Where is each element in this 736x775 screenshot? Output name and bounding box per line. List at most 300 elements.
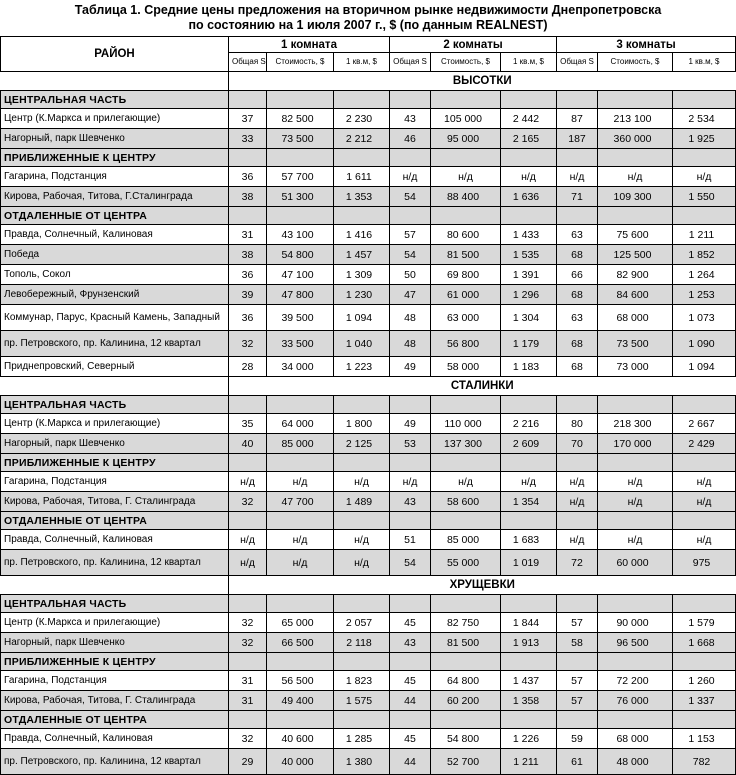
sub-header-cost: Стоимость, $ bbox=[598, 53, 673, 72]
cell-1room-price-per-sqm: 1 353 bbox=[334, 187, 390, 207]
cell-1room-area: 31 bbox=[229, 671, 267, 691]
table-row bbox=[1, 225, 736, 245]
cell-3room-price-per-sqm: 1 153 bbox=[673, 729, 736, 749]
subgroup-empty-cell bbox=[267, 653, 334, 671]
subgroup-empty-cell bbox=[598, 653, 673, 671]
cell-3room-area: 61 bbox=[557, 749, 598, 775]
cell-3room-area: 87 bbox=[557, 109, 598, 129]
cell-3room-area: н/д bbox=[557, 530, 598, 550]
cell-2room-cost: 60 200 bbox=[431, 691, 501, 711]
table-row bbox=[1, 167, 736, 187]
cell-1room-area: н/д bbox=[229, 472, 267, 492]
subgroup-empty-cell bbox=[229, 653, 267, 671]
table-row bbox=[1, 691, 736, 711]
subgroup-empty-cell bbox=[390, 595, 431, 613]
cell-1room-price-per-sqm: 1 094 bbox=[334, 305, 390, 331]
subgroup-empty-cell bbox=[390, 91, 431, 109]
subgroup-empty-cell bbox=[334, 512, 390, 530]
cell-2room-cost: 61 000 bbox=[431, 285, 501, 305]
table-body bbox=[1, 72, 736, 775]
cell-2room-cost: 110 000 bbox=[431, 414, 501, 434]
cell-2room-price-per-sqm: 1 913 bbox=[501, 633, 557, 653]
cell-1room-area: 36 bbox=[229, 167, 267, 187]
cell-2room-price-per-sqm: 1 304 bbox=[501, 305, 557, 331]
cell-2room-price-per-sqm: н/д bbox=[501, 472, 557, 492]
subgroup-title: ОТДАЛЕННЫЕ ОТ ЦЕНТРА bbox=[1, 512, 229, 530]
cell-1room-price-per-sqm: 1 800 bbox=[334, 414, 390, 434]
section-title: ВЫСОТКИ bbox=[229, 72, 736, 91]
subgroup-empty-cell bbox=[229, 512, 267, 530]
cell-3room-area: 68 bbox=[557, 285, 598, 305]
cell-1room-area: 31 bbox=[229, 691, 267, 711]
cell-2room-cost: 69 800 bbox=[431, 265, 501, 285]
cell-1room-area: 36 bbox=[229, 305, 267, 331]
cell-3room-cost: 96 500 bbox=[598, 633, 673, 653]
cell-2room-area: 43 bbox=[390, 109, 431, 129]
subgroup-row bbox=[1, 207, 736, 225]
sub-header-area: Общая S bbox=[390, 53, 431, 72]
cell-1room-area: 38 bbox=[229, 245, 267, 265]
cell-1room-price-per-sqm: 1 040 bbox=[334, 331, 390, 357]
district-name: Центр (К.Маркса и прилегающие) bbox=[1, 613, 229, 633]
subgroup-empty-cell bbox=[557, 149, 598, 167]
cell-2room-cost: 105 000 bbox=[431, 109, 501, 129]
cell-1room-price-per-sqm: 1 416 bbox=[334, 225, 390, 245]
cell-2room-cost: 137 300 bbox=[431, 434, 501, 454]
cell-3room-area: 63 bbox=[557, 305, 598, 331]
sub-header-area: Общая S bbox=[229, 53, 267, 72]
cell-3room-price-per-sqm: 2 667 bbox=[673, 414, 736, 434]
table-row bbox=[1, 671, 736, 691]
price-table bbox=[0, 36, 736, 775]
cell-3room-area: н/д bbox=[557, 492, 598, 512]
cell-2room-cost: 58 000 bbox=[431, 357, 501, 377]
sub-header-sqm: 1 кв.м, $ bbox=[501, 53, 557, 72]
cell-2room-area: 57 bbox=[390, 225, 431, 245]
cell-1room-cost: 56 500 bbox=[267, 671, 334, 691]
cell-1room-cost: 64 000 bbox=[267, 414, 334, 434]
cell-2room-price-per-sqm: 2 609 bbox=[501, 434, 557, 454]
cell-2room-cost: 54 800 bbox=[431, 729, 501, 749]
subgroup-empty-cell bbox=[229, 149, 267, 167]
cell-1room-cost: н/д bbox=[267, 530, 334, 550]
cell-2room-price-per-sqm: 2 165 bbox=[501, 129, 557, 149]
subgroup-empty-cell bbox=[390, 711, 431, 729]
cell-1room-cost: 49 400 bbox=[267, 691, 334, 711]
cell-2room-area: н/д bbox=[390, 167, 431, 187]
subgroup-empty-cell bbox=[267, 396, 334, 414]
district-name: Гагарина, Подстанция bbox=[1, 167, 229, 187]
cell-3room-cost: 360 000 bbox=[598, 129, 673, 149]
cell-2room-cost: н/д bbox=[431, 472, 501, 492]
cell-1room-cost: 34 000 bbox=[267, 357, 334, 377]
district-name: Тополь, Сокол bbox=[1, 265, 229, 285]
cell-1room-price-per-sqm: 1 457 bbox=[334, 245, 390, 265]
cell-1room-cost: 47 800 bbox=[267, 285, 334, 305]
cell-2room-area: 54 bbox=[390, 187, 431, 207]
cell-2room-price-per-sqm: 2 216 bbox=[501, 414, 557, 434]
district-name: Правда, Солнечный, Калиновая bbox=[1, 729, 229, 749]
cell-1room-price-per-sqm: 2 212 bbox=[334, 129, 390, 149]
subgroup-title: ОТДАЛЕННЫЕ ОТ ЦЕНТРА bbox=[1, 711, 229, 729]
cell-1room-cost: 85 000 bbox=[267, 434, 334, 454]
cell-3room-area: 66 bbox=[557, 265, 598, 285]
cell-3room-area: 57 bbox=[557, 613, 598, 633]
cell-2room-cost: 55 000 bbox=[431, 550, 501, 576]
subgroup-title: ОТДАЛЕННЫЕ ОТ ЦЕНТРА bbox=[1, 207, 229, 225]
cell-1room-price-per-sqm: 1 575 bbox=[334, 691, 390, 711]
subgroup-empty-cell bbox=[334, 396, 390, 414]
sub-header-cost: Стоимость, $ bbox=[431, 53, 501, 72]
cell-3room-area: н/д bbox=[557, 167, 598, 187]
subgroup-title: ПРИБЛИЖЕННЫЕ К ЦЕНТРУ bbox=[1, 149, 229, 167]
subgroup-empty-cell bbox=[673, 512, 736, 530]
table-row bbox=[1, 749, 736, 775]
subgroup-empty-cell bbox=[557, 711, 598, 729]
cell-3room-cost: н/д bbox=[598, 167, 673, 187]
cell-3room-price-per-sqm: н/д bbox=[673, 492, 736, 512]
district-name: пр. Петровского, пр. Калинина, 12 квартал bbox=[1, 749, 229, 775]
subgroup-empty-cell bbox=[334, 91, 390, 109]
subgroup-empty-cell bbox=[557, 91, 598, 109]
subgroup-empty-cell bbox=[673, 454, 736, 472]
cell-2room-price-per-sqm: 1 636 bbox=[501, 187, 557, 207]
cell-1room-cost: 51 300 bbox=[267, 187, 334, 207]
table-row bbox=[1, 434, 736, 454]
cell-3room-area: 68 bbox=[557, 245, 598, 265]
cell-2room-area: 44 bbox=[390, 749, 431, 775]
cell-2room-area: 49 bbox=[390, 414, 431, 434]
subgroup-empty-cell bbox=[267, 595, 334, 613]
subgroup-empty-cell bbox=[673, 207, 736, 225]
cell-3room-area: н/д bbox=[557, 472, 598, 492]
subgroup-empty-cell bbox=[557, 512, 598, 530]
cell-2room-area: 54 bbox=[390, 245, 431, 265]
table-row bbox=[1, 305, 736, 331]
subgroup-empty-cell bbox=[229, 396, 267, 414]
cell-2room-area: н/д bbox=[390, 472, 431, 492]
cell-1room-area: н/д bbox=[229, 530, 267, 550]
district-name: Кирова, Рабочая, Титова, Г. Сталинграда bbox=[1, 691, 229, 711]
subgroup-empty-cell bbox=[267, 711, 334, 729]
cell-2room-area: 45 bbox=[390, 613, 431, 633]
cell-1room-price-per-sqm: 1 823 bbox=[334, 671, 390, 691]
cell-2room-cost: 56 800 bbox=[431, 331, 501, 357]
subgroup-empty-cell bbox=[501, 207, 557, 225]
cell-3room-price-per-sqm: 975 bbox=[673, 550, 736, 576]
cell-1room-price-per-sqm: 1 285 bbox=[334, 729, 390, 749]
table-row bbox=[1, 109, 736, 129]
district-name: Коммунар, Парус, Красный Камень, Западный bbox=[1, 305, 229, 331]
table-row bbox=[1, 530, 736, 550]
cell-1room-cost: 73 500 bbox=[267, 129, 334, 149]
subgroup-empty-cell bbox=[334, 207, 390, 225]
cell-2room-price-per-sqm: 1 296 bbox=[501, 285, 557, 305]
cell-1room-area: 29 bbox=[229, 749, 267, 775]
cell-2room-area: 54 bbox=[390, 550, 431, 576]
subgroup-title: ЦЕНТРАЛЬНАЯ ЧАСТЬ bbox=[1, 595, 229, 613]
subgroup-title: ПРИБЛИЖЕННЫЕ К ЦЕНТРУ bbox=[1, 653, 229, 671]
cell-1room-cost: 82 500 bbox=[267, 109, 334, 129]
cell-3room-area: 58 bbox=[557, 633, 598, 653]
cell-1room-area: 39 bbox=[229, 285, 267, 305]
subgroup-empty-cell bbox=[229, 595, 267, 613]
subgroup-empty-cell bbox=[501, 512, 557, 530]
subgroup-empty-cell bbox=[229, 207, 267, 225]
cell-1room-cost: 47 700 bbox=[267, 492, 334, 512]
cell-3room-area: 57 bbox=[557, 691, 598, 711]
cell-2room-price-per-sqm: 1 535 bbox=[501, 245, 557, 265]
cell-3room-area: 70 bbox=[557, 434, 598, 454]
cell-1room-price-per-sqm: н/д bbox=[334, 530, 390, 550]
subgroup-empty-cell bbox=[673, 711, 736, 729]
cell-3room-cost: 109 300 bbox=[598, 187, 673, 207]
subgroup-empty-cell bbox=[557, 595, 598, 613]
subgroup-row bbox=[1, 595, 736, 613]
section-row bbox=[1, 72, 736, 91]
cell-1room-price-per-sqm: 1 611 bbox=[334, 167, 390, 187]
section-title: СТАЛИНКИ bbox=[229, 377, 736, 396]
cell-1room-cost: 39 500 bbox=[267, 305, 334, 331]
subgroup-empty-cell bbox=[673, 149, 736, 167]
cell-1room-cost: 40 600 bbox=[267, 729, 334, 749]
district-name: пр. Петровского, пр. Калинина, 12 квартал bbox=[1, 331, 229, 357]
cell-3room-area: 72 bbox=[557, 550, 598, 576]
cell-1room-area: 37 bbox=[229, 109, 267, 129]
cell-1room-area: 32 bbox=[229, 729, 267, 749]
cell-3room-area: 68 bbox=[557, 357, 598, 377]
district-header: РАЙОН bbox=[1, 37, 229, 72]
sub-header-sqm: 1 кв.м, $ bbox=[673, 53, 736, 72]
subgroup-empty-cell bbox=[501, 149, 557, 167]
cell-1room-price-per-sqm: 1 230 bbox=[334, 285, 390, 305]
subgroup-empty-cell bbox=[598, 711, 673, 729]
subgroup-title: ЦЕНТРАЛЬНАЯ ЧАСТЬ bbox=[1, 396, 229, 414]
subgroup-empty-cell bbox=[501, 653, 557, 671]
cell-3room-cost: н/д bbox=[598, 530, 673, 550]
cell-3room-price-per-sqm: 1 073 bbox=[673, 305, 736, 331]
subgroup-row bbox=[1, 91, 736, 109]
table-row bbox=[1, 187, 736, 207]
cell-1room-cost: н/д bbox=[267, 550, 334, 576]
cell-3room-area: 63 bbox=[557, 225, 598, 245]
group-header-3room: 3 комнаты bbox=[557, 37, 736, 53]
cell-2room-price-per-sqm: 1 683 bbox=[501, 530, 557, 550]
subgroup-empty-cell bbox=[431, 711, 501, 729]
sub-header-area: Общая S bbox=[557, 53, 598, 72]
cell-3room-price-per-sqm: н/д bbox=[673, 530, 736, 550]
cell-2room-area: 45 bbox=[390, 729, 431, 749]
cell-3room-price-per-sqm: 1 090 bbox=[673, 331, 736, 357]
district-name: Нагорный, парк Шевченко bbox=[1, 434, 229, 454]
subgroup-empty-cell bbox=[334, 595, 390, 613]
cell-1room-price-per-sqm: 2 230 bbox=[334, 109, 390, 129]
subgroup-empty-cell bbox=[229, 711, 267, 729]
subgroup-empty-cell bbox=[390, 207, 431, 225]
cell-1room-price-per-sqm: 2 118 bbox=[334, 633, 390, 653]
subgroup-empty-cell bbox=[598, 595, 673, 613]
cell-3room-price-per-sqm: 1 211 bbox=[673, 225, 736, 245]
cell-1room-price-per-sqm: 2 125 bbox=[334, 434, 390, 454]
cell-3room-price-per-sqm: 1 852 bbox=[673, 245, 736, 265]
cell-2room-area: 43 bbox=[390, 492, 431, 512]
subgroup-empty-cell bbox=[673, 91, 736, 109]
subgroup-empty-cell bbox=[267, 207, 334, 225]
cell-1room-area: 35 bbox=[229, 414, 267, 434]
district-name: Центр (К.Маркса и прилегающие) bbox=[1, 414, 229, 434]
cell-3room-cost: 68 000 bbox=[598, 729, 673, 749]
district-name: Победа bbox=[1, 245, 229, 265]
district-name: Правда, Солнечный, Калиновая bbox=[1, 530, 229, 550]
sub-header-cost: Стоимость, $ bbox=[267, 53, 334, 72]
cell-3room-cost: 218 300 bbox=[598, 414, 673, 434]
subgroup-empty-cell bbox=[501, 91, 557, 109]
cell-1room-area: 31 bbox=[229, 225, 267, 245]
cell-2room-area: 43 bbox=[390, 633, 431, 653]
sub-header-sqm: 1 кв.м, $ bbox=[334, 53, 390, 72]
table-row bbox=[1, 492, 736, 512]
subgroup-row bbox=[1, 454, 736, 472]
subgroup-empty-cell bbox=[431, 512, 501, 530]
cell-3room-cost: 125 500 bbox=[598, 245, 673, 265]
title-line-2: по состоянию на 1 июля 2007 г., $ (по данным REALNEST) bbox=[188, 18, 548, 32]
cell-2room-cost: 80 600 bbox=[431, 225, 501, 245]
cell-1room-price-per-sqm: н/д bbox=[334, 550, 390, 576]
district-name: Центр (К.Маркса и прилегающие) bbox=[1, 109, 229, 129]
cell-3room-price-per-sqm: 1 253 bbox=[673, 285, 736, 305]
table-row bbox=[1, 613, 736, 633]
cell-1room-area: 38 bbox=[229, 187, 267, 207]
cell-2room-price-per-sqm: 1 433 bbox=[501, 225, 557, 245]
cell-3room-area: 68 bbox=[557, 331, 598, 357]
cell-3room-area: 57 bbox=[557, 671, 598, 691]
subgroup-title: ЦЕНТРАЛЬНАЯ ЧАСТЬ bbox=[1, 91, 229, 109]
section-spacer bbox=[1, 377, 229, 396]
table-title bbox=[0, 0, 736, 36]
cell-3room-price-per-sqm: 1 550 bbox=[673, 187, 736, 207]
section-spacer bbox=[1, 576, 229, 595]
district-name: Левобережный, Фрунзенский bbox=[1, 285, 229, 305]
cell-2room-area: 50 bbox=[390, 265, 431, 285]
cell-2room-cost: 85 000 bbox=[431, 530, 501, 550]
subgroup-row bbox=[1, 653, 736, 671]
cell-3room-price-per-sqm: 1 925 bbox=[673, 129, 736, 149]
table-row bbox=[1, 285, 736, 305]
cell-3room-cost: 82 900 bbox=[598, 265, 673, 285]
cell-2room-cost: 52 700 bbox=[431, 749, 501, 775]
cell-2room-area: 44 bbox=[390, 691, 431, 711]
cell-1room-price-per-sqm: 1 489 bbox=[334, 492, 390, 512]
cell-1room-price-per-sqm: 2 057 bbox=[334, 613, 390, 633]
cell-2room-cost: 95 000 bbox=[431, 129, 501, 149]
subgroup-empty-cell bbox=[598, 91, 673, 109]
cell-1room-cost: 40 000 bbox=[267, 749, 334, 775]
subgroup-empty-cell bbox=[557, 207, 598, 225]
subgroup-empty-cell bbox=[598, 454, 673, 472]
cell-3room-cost: 60 000 bbox=[598, 550, 673, 576]
cell-3room-cost: 73 500 bbox=[598, 331, 673, 357]
cell-1room-cost: 43 100 bbox=[267, 225, 334, 245]
cell-3room-area: 187 bbox=[557, 129, 598, 149]
subgroup-empty-cell bbox=[673, 595, 736, 613]
cell-3room-price-per-sqm: н/д bbox=[673, 167, 736, 187]
cell-3room-cost: 72 200 bbox=[598, 671, 673, 691]
cell-3room-price-per-sqm: 1 668 bbox=[673, 633, 736, 653]
cell-2room-cost: 64 800 bbox=[431, 671, 501, 691]
cell-3room-cost: 213 100 bbox=[598, 109, 673, 129]
cell-1room-area: 40 bbox=[229, 434, 267, 454]
subgroup-empty-cell bbox=[334, 149, 390, 167]
cell-3room-cost: 68 000 bbox=[598, 305, 673, 331]
header-row-groups bbox=[1, 37, 736, 53]
cell-2room-area: 53 bbox=[390, 434, 431, 454]
cell-3room-cost: 170 000 bbox=[598, 434, 673, 454]
table-row bbox=[1, 414, 736, 434]
subgroup-empty-cell bbox=[431, 454, 501, 472]
cell-1room-area: 28 bbox=[229, 357, 267, 377]
cell-2room-price-per-sqm: н/д bbox=[501, 167, 557, 187]
subgroup-row bbox=[1, 512, 736, 530]
cell-1room-price-per-sqm: 1 309 bbox=[334, 265, 390, 285]
subgroup-empty-cell bbox=[267, 454, 334, 472]
subgroup-empty-cell bbox=[598, 149, 673, 167]
subgroup-row bbox=[1, 396, 736, 414]
cell-3room-price-per-sqm: н/д bbox=[673, 472, 736, 492]
cell-1room-area: 32 bbox=[229, 633, 267, 653]
table-row bbox=[1, 472, 736, 492]
subgroup-empty-cell bbox=[501, 711, 557, 729]
subgroup-empty-cell bbox=[501, 396, 557, 414]
section-row bbox=[1, 377, 736, 396]
cell-3room-cost: н/д bbox=[598, 492, 673, 512]
section-row bbox=[1, 576, 736, 595]
cell-2room-price-per-sqm: 1 354 bbox=[501, 492, 557, 512]
cell-1room-area: 32 bbox=[229, 492, 267, 512]
subgroup-empty-cell bbox=[390, 396, 431, 414]
subgroup-row bbox=[1, 711, 736, 729]
cell-3room-cost: 73 000 bbox=[598, 357, 673, 377]
cell-3room-cost: 84 600 bbox=[598, 285, 673, 305]
cell-3room-price-per-sqm: 1 337 bbox=[673, 691, 736, 711]
subgroup-empty-cell bbox=[598, 396, 673, 414]
subgroup-empty-cell bbox=[390, 653, 431, 671]
cell-3room-price-per-sqm: 2 429 bbox=[673, 434, 736, 454]
subgroup-empty-cell bbox=[334, 711, 390, 729]
cell-2room-price-per-sqm: 1 391 bbox=[501, 265, 557, 285]
subgroup-empty-cell bbox=[390, 454, 431, 472]
subgroup-empty-cell bbox=[501, 454, 557, 472]
cell-3room-area: 59 bbox=[557, 729, 598, 749]
cell-2room-cost: 81 500 bbox=[431, 245, 501, 265]
cell-2room-price-per-sqm: 1 179 bbox=[501, 331, 557, 357]
table-row bbox=[1, 357, 736, 377]
cell-3room-area: 80 bbox=[557, 414, 598, 434]
subgroup-empty-cell bbox=[431, 396, 501, 414]
cell-3room-cost: 48 000 bbox=[598, 749, 673, 775]
cell-2room-cost: 58 600 bbox=[431, 492, 501, 512]
subgroup-empty-cell bbox=[431, 207, 501, 225]
cell-2room-area: 48 bbox=[390, 331, 431, 357]
table-row bbox=[1, 129, 736, 149]
district-name: Приднепровский, Северный bbox=[1, 357, 229, 377]
table-row bbox=[1, 331, 736, 357]
cell-2room-area: 49 bbox=[390, 357, 431, 377]
cell-3room-price-per-sqm: 1 094 bbox=[673, 357, 736, 377]
cell-2room-cost: 88 400 bbox=[431, 187, 501, 207]
subgroup-empty-cell bbox=[598, 512, 673, 530]
subgroup-empty-cell bbox=[431, 653, 501, 671]
cell-1room-area: 36 bbox=[229, 265, 267, 285]
